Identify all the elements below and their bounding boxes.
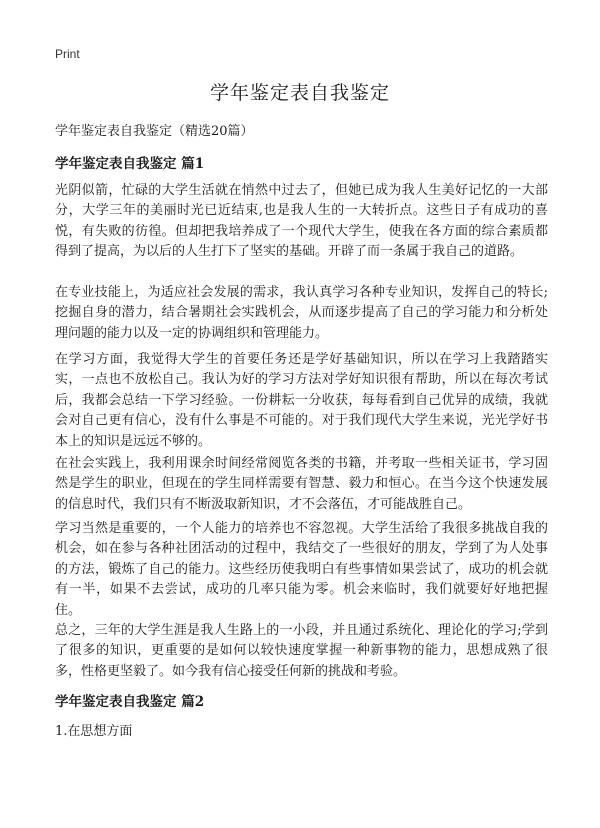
paragraph-6: 总之，三年的大学生涯是我人生路上的一小段，并且通过系统化、理论化的学习;学到了很多的知识，更重要的是如何以较快速度掌握一种新事物的能力，思想成熟了很多，性格更坚毅了。如今我有信心接受任何新的挑战和考验。	[55, 623, 548, 679]
list-item: 1.在思想方面	[55, 724, 133, 739]
page-title: 学年鉴定表自我鉴定	[209, 82, 390, 104]
paragraph-4: 在社会实践上，我利用课余时间经常阅览各类的书籍，并考取一些相关证书，学习固然是学生的职业，但现在的学生同样需要有智慧、毅力和恒心。在当今这个快速发展的信息时代，我们只有不断汲取新知识，才不会落伍，才可能战胜自己。	[55, 456, 548, 512]
paragraph-5: 学习当然是重要的，一个人能力的培养也不容忽视。大学生活给了我很多挑战自我的机会，如在参与各种社团活动的过程中，我结交了一些很好的朋友，学到了为人处事的方法，锻炼了自己的能力。这些经历使我明白有些事情如果尝试了，成功的机会就有一半，如果不去尝试，成功的几率只能为零。机会来临时，我们就要好好地把握住。	[55, 521, 548, 618]
section-heading-2: 学年鉴定表自我鉴定 篇2	[55, 694, 205, 710]
paragraph-1: 光阴似箭，忙碌的大学生活就在悄然中过去了，但她已成为我人生美好记忆的一大部分，大学三年的美丽时光已近结束,也是我人生的一大转折点。这些日子有成功的喜悦，有失败的彷徨。但却把我培养成了一个现代大学生，使我在各方面的综合素质都得到了提高，为以后的人生打下了坚实的基础。开辟了而一条属于我自己的道路。	[55, 183, 548, 260]
section-heading-1: 学年鉴定表自我鉴定 篇1	[55, 156, 205, 172]
document-subtitle: 学年鉴定表自我鉴定（精选20篇）	[55, 124, 254, 139]
print-link[interactable]: Print	[55, 47, 80, 61]
paragraph-3: 在学习方面，我觉得大学生的首要任务还是学好基础知识，所以在学习上我踏踏实实，一点也不放松自己。我认为好的学习方法对学好知识很有帮助，所以在每次考试后，我都会总结一下学习经验。一份耕耘一分收获，每每看到自己优异的成绩，我就会对自己更有信心，没有什么事是不可能的。对于我们现代大学生来说，光光学好书本上的知识是远远不够的。	[55, 352, 548, 449]
paragraph-2: 在专业技能上，为适应社会发展的需求，我认真学习各种专业知识，发挥自己的特长;挖掘自身的潜力，结合暑期社会实践机会，从而逐步提高了自己的学习能力和分析处理问题的能力以及一定的协调组织和管理能力。	[55, 285, 548, 341]
